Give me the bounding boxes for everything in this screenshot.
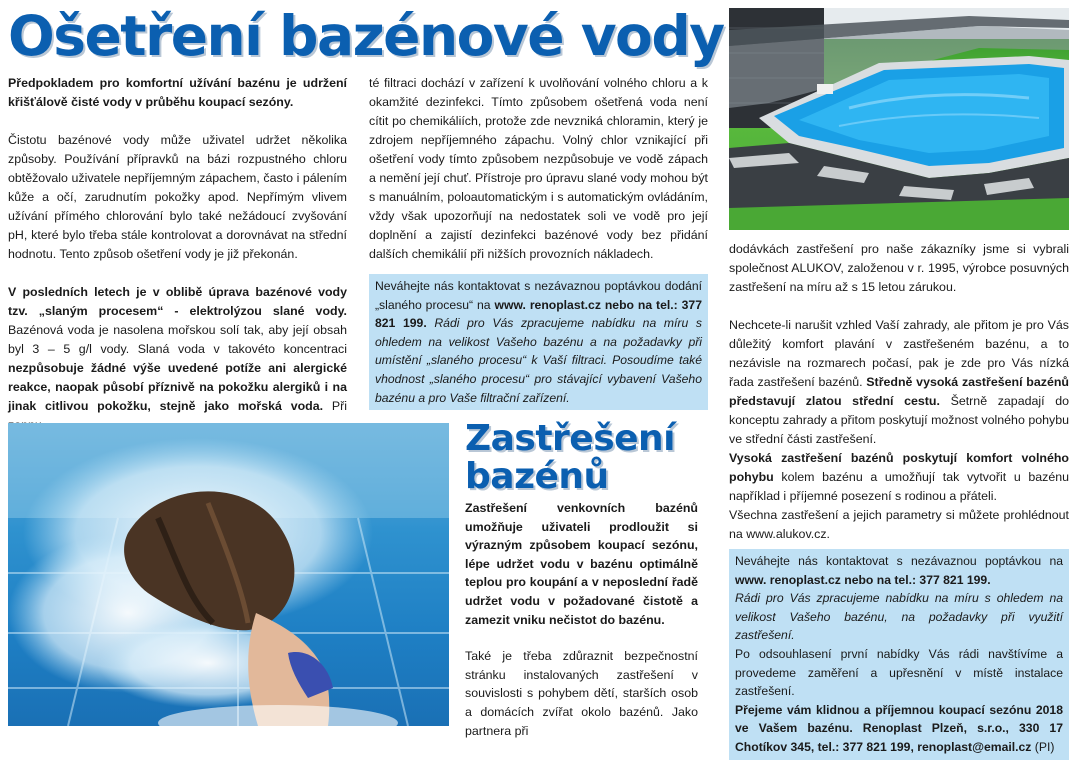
paragraph-high-roofs [729, 449, 1069, 506]
section-title-line-1: Zastřešení [465, 418, 676, 459]
paragraph-chlorine: Čistotu bazénové vody může uživatel udržet několika způsoby. Používání přípravků na bázi rozpustného chloru obtěžovalo uživatele nepříjemným zápachem, často i pálením kůže a očí, zarudnutím pokožky apod. Nepřímým vlivem užívání přímého chlorování bylo také nežádoucí zvyšování pH, které bylo třeba stále kontrolovat a dorovnávat na střední hodnotu. Tento způsob ošetření vody je již překonán. [8, 133, 347, 261]
paragraph-filtration: té filtraci dochází v zařízení k uvolňování volného chloru a k okamžité dezinfekci. Tímto způsobem ošetřená voda není cítit po chemikáliích, protože zde nevzniká chloramin, který je zdrojem nepříjemného zápachu. Volný chlor vznikající při ošetření vody tímto způsobem nezpůsobuje ve vodě zápach a nemění její chuť. Přístroje pro úpravu slané vody mohou být s manuálním, poloautomatickým i s automatickým ovládáním, vždy však upozorňují na nedostatek soli ve vodě pro její doplnění a zajistí dezinfekci bazénové vody bez přidání dalších chemikálií při nižších provozních nákladech. [369, 76, 708, 261]
contact-box-roofing [729, 549, 1069, 760]
paragraph-alukov-web: Všechna zastřešení a jejich parametry si můžete prohlédnout na www.alukov.cz. [729, 508, 1069, 541]
column-3 [729, 240, 1069, 544]
roof-types-medium-text: Šetrně zapadají do konceptu zahrady a přitom poskytují možnost volného pohybu ve střední části zastřešení. [729, 394, 1069, 446]
contact-box-salt-text [375, 277, 702, 407]
salt-process-benefits: nezpůsobuje žádné výše uvedené potíže ani alergické reakce, naopak působí příznivě na pokožku alergiků i na jinak citlivou pokožku, stejně jako mořská voda. [8, 361, 347, 413]
paragraph-salt-process [8, 283, 347, 435]
page-title: Ošetření bazénové vody [8, 4, 724, 68]
paragraph-roofing-safety: Také je třeba zdůraznit bezpečnostní stránku instalovaných zastřešení v souvislosti s pohybem dětí, starších osob a domácích zvířat okolo bazénů. Jako partnera při [465, 649, 698, 738]
contact-box-roofing-offer: Rádi pro Vás zpracujeme nabídku na míru s ohledem na velikost Vašeho bazénu, na požadavky při využití zastřešení. [735, 591, 1063, 643]
contact-box-salt [369, 274, 708, 410]
section-title-roofing [465, 420, 715, 496]
paragraph-roofing-benefits: Zastřešení venkovních bazénů umožňuje uživateli prodloužit si výrazným způsobem koupací sezónu, lépe udržet vodu v bazénu optimálně teplou pro koupání a v neposlední řadě udržet vodu v požadované čistotě a zamezit vniku nečistot do bazénu. [465, 501, 698, 627]
column-2-roofing [465, 499, 698, 740]
covered-pool-photo [729, 8, 1069, 230]
contact-box-salt-offer: Rádi pro Vás zpracujeme nabídku na míru s ohledem na velikost Vašeho bazénu a na požadavky při umístění „slaného procesu“ k Vaší filtraci. Posoudíme také vhodnost „slaného procesu“ pro stávající vybavení Vašeho bazénu a pro Vaše filtrační zařízení. [375, 316, 702, 405]
contact-box-roofing-intro [735, 552, 1063, 589]
roof-types-intro: Nechcete-li narušit vzhled Vaší zahrady, ale přitom je pro Vás důležitý komfort plavání v zastřešeném bazénu, a to nezávisle na rozmarech počasí, pak je zde pro Vás nízká řada zastřešení bazénů. [729, 318, 1069, 389]
swimmer-illustration [8, 423, 449, 726]
salt-process-text: Bazénová voda je nasolena mořskou solí tak, aby její obsah byl 3 – 5 g/l vody. Slaná voda v takovéto koncentraci [8, 323, 347, 356]
contact-box-roofing-closing [735, 701, 1063, 757]
section-title-line-2: bazénů [465, 456, 609, 497]
swimmer-photo [8, 423, 449, 726]
high-roofs-lead: Vysoká zastřešení bazénů poskytují komfort volného pohybu [729, 451, 1069, 484]
contact-box-roofing-contact: www. renoplast.cz nebo na tel.: 377 821 199. [735, 572, 991, 587]
contact-box-roofing-text: Neváhejte nás kontaktovat s nezávaznou poptávkou na [735, 554, 1063, 568]
high-roofs-text: kolem bazénu a umožňují tak vytvořit u bazénu například i příjemné posezení s rodinou a přáteli. [729, 470, 1069, 503]
contact-box-salt-intro: Neváhejte nás kontaktovat s nezávaznou poptávkou dodání „slaného procesu“ na [375, 279, 702, 312]
contact-box-roofing-tag: (PI) [1031, 739, 1055, 754]
contact-box-roofing-wishes: Přejeme vám klidnou a příjemnou koupací sezónu 2018 ve Vašem bazénu. Renoplast Plzeň, s.r.o., 330 17 Chotíkov 345, tel.: 377 821 199, renoplast@email.cz [735, 702, 1063, 754]
paragraph-roof-types [729, 316, 1069, 449]
salt-process-continued: Při [331, 399, 347, 413]
intro-paragraph: Předpokladem pro komfortní užívání bazénu je udržení křišťálově čisté vody v průběhu koupací sezóny. [8, 76, 347, 109]
covered-pool-illustration [729, 8, 1069, 230]
paragraph-alukov: dodávkách zastřešení pro naše zákazníky jsme si vybrali společnost ALUKOV, založenou v r. 1995, výrobce posuvných zastřešení na míru až s 15 letou zárukou. [729, 242, 1069, 294]
contact-box-roofing-visit: Po odsouhlasení první nabídky Vás rádi navštívíme a provedeme zaměření a upřesnění v místě instalace zastřešení. [735, 646, 1063, 699]
roof-types-medium: Středně vysoká zastřešení bazénů představují zlatou střední cestu. [729, 375, 1069, 408]
salt-process-lead: V posledních letech je v oblibě úprava bazénové vody tzv. „slaným procesem“ - elektrolýzou slané vody. [8, 285, 347, 318]
column-1 [8, 74, 347, 435]
column-2 [369, 74, 708, 283]
contact-box-salt-contact: www. renoplast.cz nebo na tel.: 377 821 199. [375, 297, 702, 331]
